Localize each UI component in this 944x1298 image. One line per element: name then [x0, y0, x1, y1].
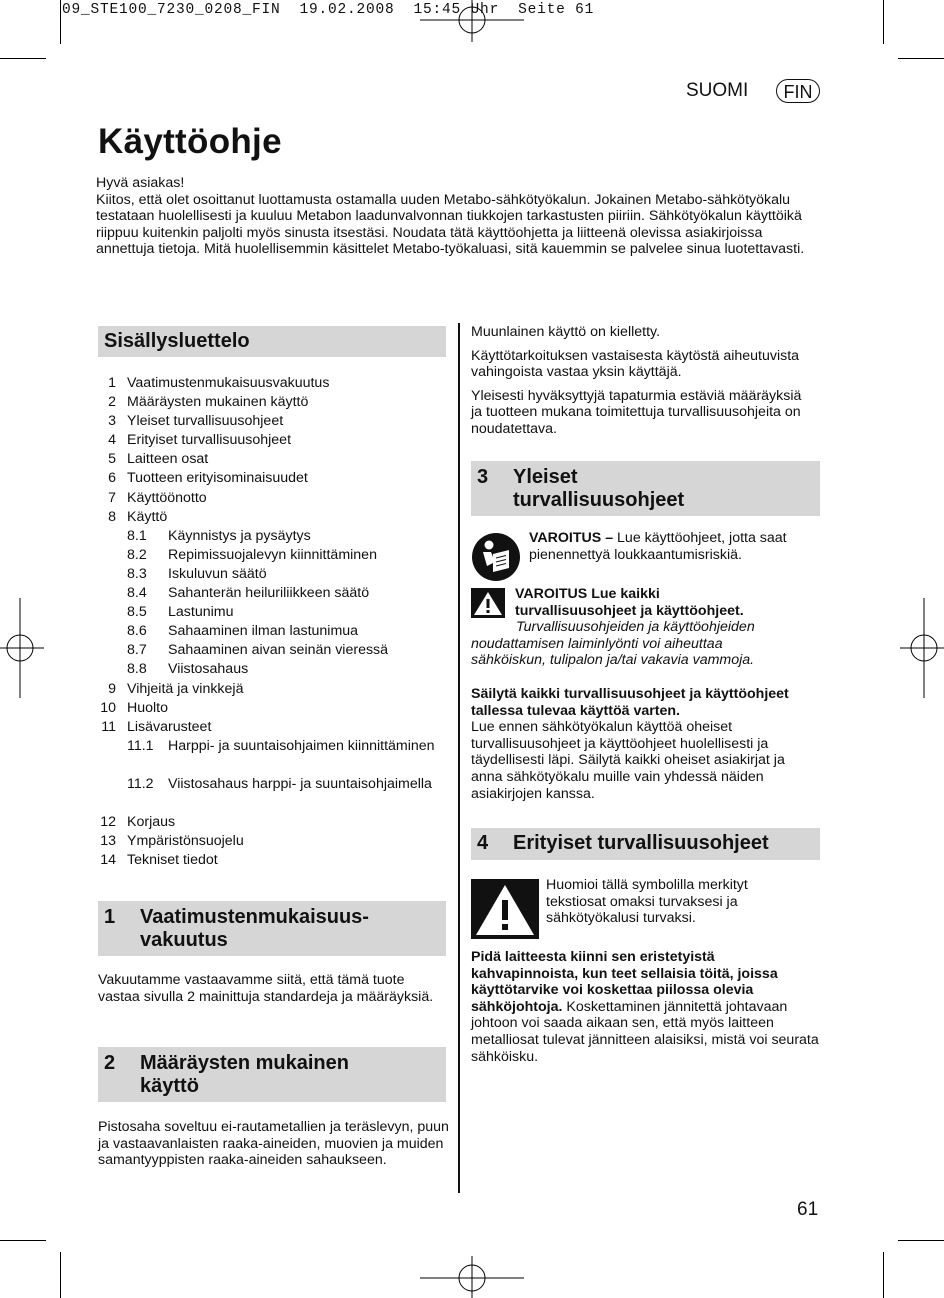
toc-item-title: Tekniset tiedot [127, 852, 218, 869]
toc-item-number: 8.2 [127, 546, 147, 563]
toc-item-number: 8.6 [127, 623, 147, 640]
section-number: 3 [477, 466, 489, 488]
toc-item-title: Ympäristönsuojelu [127, 833, 244, 850]
toc-item [96, 641, 446, 660]
toc-item-title: Viistosahaus harppi- ja suuntaisohjaimella [168, 775, 432, 792]
symbol-explanation [546, 877, 786, 927]
section-3-heading [471, 461, 820, 516]
toc-item [96, 431, 446, 450]
toc-item-number: 9 [108, 680, 116, 697]
warning-italic-text: Turvallisuusohjeiden ja käyttöohjeiden noudattamisen laiminlyönti voi aiheuttaa sähköiskun, tulipalon ja/tai vakavia vammoja. [471, 619, 755, 669]
hold-text: Koskettaminen jännitettä johtavaan johtoon voi saada aikaan sen, että myös laitteen metalliosat tulevat jännitteen alaisiksi, mistä voi seurata sähköisku. [471, 998, 819, 1065]
registration-mark-right [900, 598, 944, 698]
toc-item [96, 775, 446, 813]
language-code-badge: FIN [776, 79, 820, 103]
danger-triangle-icon [471, 879, 539, 939]
crop-mark [60, 0, 61, 44]
toc-item [96, 622, 446, 641]
table-of-contents [96, 374, 446, 870]
toc-item [96, 584, 446, 603]
toc-item-number: 8.4 [127, 585, 147, 602]
toc-item-number: 11.1 [127, 737, 154, 754]
toc-item-title: Iskuluvun säätö [168, 565, 267, 582]
toc-item-title: Tuotteen erityisominaisuudet [127, 470, 308, 487]
toc-item-number: 8.7 [127, 642, 147, 659]
toc-item [96, 737, 446, 775]
hold-insulated-surfaces [471, 949, 819, 1065]
crop-mark [883, 0, 884, 44]
toc-heading [98, 326, 446, 357]
toc-item-title: Lisävarusteet [127, 718, 212, 735]
read-manual-icon [471, 532, 521, 582]
toc-item [96, 374, 446, 393]
intro [96, 175, 816, 258]
toc-item-number: 7 [108, 489, 116, 506]
warning-read-manual [529, 530, 819, 563]
page-title: Käyttöohje [98, 122, 282, 161]
keep-text: Lue ennen sähkötyökalun käyttöä oheiset turvallisuusohjeet ja käyttöohjeet huolellisesti ja täydellisesti läpi. Säilytä kaikki oheiset asiakirjat ja anna sähkötyökalu muille vain yhdessä näiden asiakirjojen kanssa. [471, 719, 785, 802]
toc-item [96, 851, 446, 870]
warning-read-all [515, 586, 815, 619]
toc-item [96, 699, 446, 718]
toc-heading-text: Sisällysluettelo [104, 330, 250, 352]
warning-label: VAROITUS – [529, 530, 614, 546]
section-title-line: turvallisuusohjeet [513, 488, 685, 511]
toc-item [96, 546, 446, 565]
toc-item-title: Laitteen osat [127, 451, 209, 468]
warning-bold-line: turvallisuusohjeet ja käyttöohjeet. [515, 602, 744, 619]
toc-item [96, 680, 446, 699]
toc-item-number: 6 [108, 470, 116, 487]
section-number: 2 [104, 1052, 116, 1074]
print-header: 09_STE100_7230_0208_FIN 19.02.2008 15:45 Uhr Seite 61 [62, 2, 595, 18]
toc-item-number: 12 [100, 814, 116, 831]
keep-bold-text: Säilytä kaikki turvallisuusohjeet ja käyttöohjeet tallessa tulevaa käyttöä varten. [471, 686, 789, 719]
toc-item [96, 565, 446, 584]
toc-item-title: Käyttö [127, 508, 168, 525]
symbol-text: Huomioi tällä symbolilla merkityt tekstiosat omaksi turvaksesi ja sähkötyökalusi turvaksi. [546, 877, 748, 927]
crop-mark [883, 1252, 884, 1298]
toc-item-number: 4 [108, 432, 116, 449]
toc-item-title: Repimissuojalevyn kiinnittäminen [168, 546, 377, 563]
toc-item [96, 508, 446, 527]
intro-greeting: Hyvä asiakas! [96, 175, 185, 191]
toc-item [96, 527, 446, 546]
toc-item [96, 603, 446, 622]
toc-item-title: Lastunimu [168, 604, 234, 621]
toc-item [96, 469, 446, 488]
section-1-heading [98, 901, 446, 956]
section-title-line: Yleiset [513, 466, 578, 488]
toc-item-title: Käynnistys ja pysäytys [168, 527, 311, 544]
warning-text: Lue käyttöohjeet, jotta saat pienennettyä loukkaantumisriskiä. [529, 530, 787, 563]
section-number: 4 [477, 832, 489, 854]
warning-triangle-icon [471, 588, 505, 618]
toc-item-title: Määräysten mukainen käyttö [127, 394, 309, 411]
toc-item-number: 8.5 [127, 604, 147, 621]
toc-item-title: Erityiset turvallisuusohjeet [127, 432, 292, 449]
toc-item [96, 718, 446, 737]
section-title-line: käyttö [140, 1074, 199, 1097]
column-divider [458, 323, 460, 1193]
toc-item-title: Sahaaminen aivan seinän vieressä [168, 642, 389, 659]
toc-item-title: Korjaus [127, 814, 176, 831]
toc-item-number: 1 [108, 375, 116, 391]
section-4-heading [471, 828, 820, 860]
hold-bold-text: Pidä laitteesta kiinni sen eristetyistä kahvapinnoista, kun teet sellaisia töitä, joissa käyttötarvike voi koskettaa piilossa olevia sähköjohtoja. [471, 949, 778, 1015]
toc-item-number: 11.2 [127, 775, 154, 792]
language-label: SUOMI [686, 80, 749, 101]
toc-item [96, 450, 446, 469]
paragraph: Vakuutamme vastaavamme siitä, että tämä tuote vastaa sivulla 2 mainittuja standardeja ja määräyksiä. [98, 972, 434, 1005]
registration-mark-bottom [420, 1256, 524, 1298]
toc-item-number: 5 [108, 451, 116, 468]
section-1-body [98, 972, 448, 1012]
toc-item [96, 832, 446, 851]
section-2-heading [98, 1047, 446, 1102]
toc-item [96, 489, 446, 508]
section-2-body [98, 1119, 450, 1176]
toc-item-title: Viistosahaus [168, 661, 249, 678]
toc-item [96, 813, 446, 832]
toc-item-title: Sahaaminen ilman lastunimua [168, 623, 359, 640]
intro-body: Kiitos, että olet osoittanut luottamusta ostamalla uuden Metabo-sähkötyökalun. Jokainen Metabo-sähkötyökalu testataan huolellisesti ja kuuluu Metabon laadunvalvonnan tiukkojen tarkastusten piiriin. Sähkötyökalun käyttöikä riippuu kuitenkin paljolti myös sinusta itsestäsi. Noudata tätä käyttöohjetta ja liitteenä olevissa asiakirjoissa annettuja tietoja. Mitä huolellisemmin käsittelet Metabo-työkaluasi, sitä kauemmin se palvelee sinua luotettavasti. [96, 191, 805, 258]
warning-consequence [471, 619, 791, 669]
section-title-line: Vaatimustenmukaisuus- [140, 906, 369, 928]
section-title-line: vakuutus [140, 928, 228, 951]
registration-mark-left [0, 598, 44, 698]
toc-item-title: Huolto [127, 699, 169, 716]
toc-item-number: 14 [100, 852, 116, 869]
toc-item-number: 8.8 [127, 661, 147, 678]
section-title: Erityiset turvallisuusohjeet [513, 832, 769, 854]
toc-item-number: 13 [100, 833, 116, 850]
toc-item-title: Harppi- ja suuntaisohjaimen kiinnittäminen [168, 737, 435, 754]
toc-item [96, 660, 446, 679]
toc-item-title: Yleiset turvallisuusohjeet [127, 413, 284, 430]
toc-item-title: Käyttöönotto [127, 489, 207, 506]
toc-item-number: 2 [108, 394, 116, 411]
crop-mark [0, 1240, 46, 1241]
usage-restrictions [471, 324, 811, 445]
paragraph: Yleisesti hyväksyttyjä tapaturmia estäviä määräyksiä ja tuotteen mukana toimitettuja turvallisuusohjeita on noudatettava. [471, 387, 802, 437]
paragraph: Pistosaha soveltuu ei-rautametallien ja teräslevyn, puun ja vastaavanlaisten raaka-aineiden, muovien ja muiden samantyyppisten raaka-aineiden sahaukseen. [98, 1119, 449, 1169]
toc-item [96, 393, 446, 412]
paragraph: Käyttötarkoituksen vastaisesta käytöstä aiheutuvista vahingoista vastaa yksin käyttäjä. [471, 347, 800, 381]
keep-instructions [471, 686, 820, 802]
toc-item-number: 8 [108, 508, 116, 525]
paragraph: Muunlainen käyttö on kielletty. [471, 324, 661, 340]
crop-mark [0, 58, 46, 59]
registration-mark-top [420, 0, 524, 42]
warning-bold-line: VAROITUS Lue kaikki [515, 586, 660, 602]
section-title-line: Määräysten mukainen [140, 1052, 349, 1074]
toc-item-number: 10 [100, 699, 116, 716]
crop-mark [898, 1240, 944, 1241]
section-number: 1 [104, 906, 116, 928]
toc-item-number: 8.1 [127, 527, 147, 544]
toc-item-number: 8.3 [127, 565, 147, 582]
crop-mark [898, 58, 944, 59]
page-number: 61 [797, 1199, 819, 1220]
toc-item-title: Vihjeitä ja vinkkejä [127, 680, 244, 697]
toc-item-title: Sahanterän heiluriliikkeen säätö [168, 585, 370, 602]
toc-item-number: 3 [108, 413, 116, 430]
toc-item [96, 412, 446, 431]
crop-mark [60, 1252, 61, 1298]
toc-item-number: 11 [101, 718, 116, 735]
toc-item-title: Vaatimustenmukaisuusvakuutus [127, 375, 330, 391]
